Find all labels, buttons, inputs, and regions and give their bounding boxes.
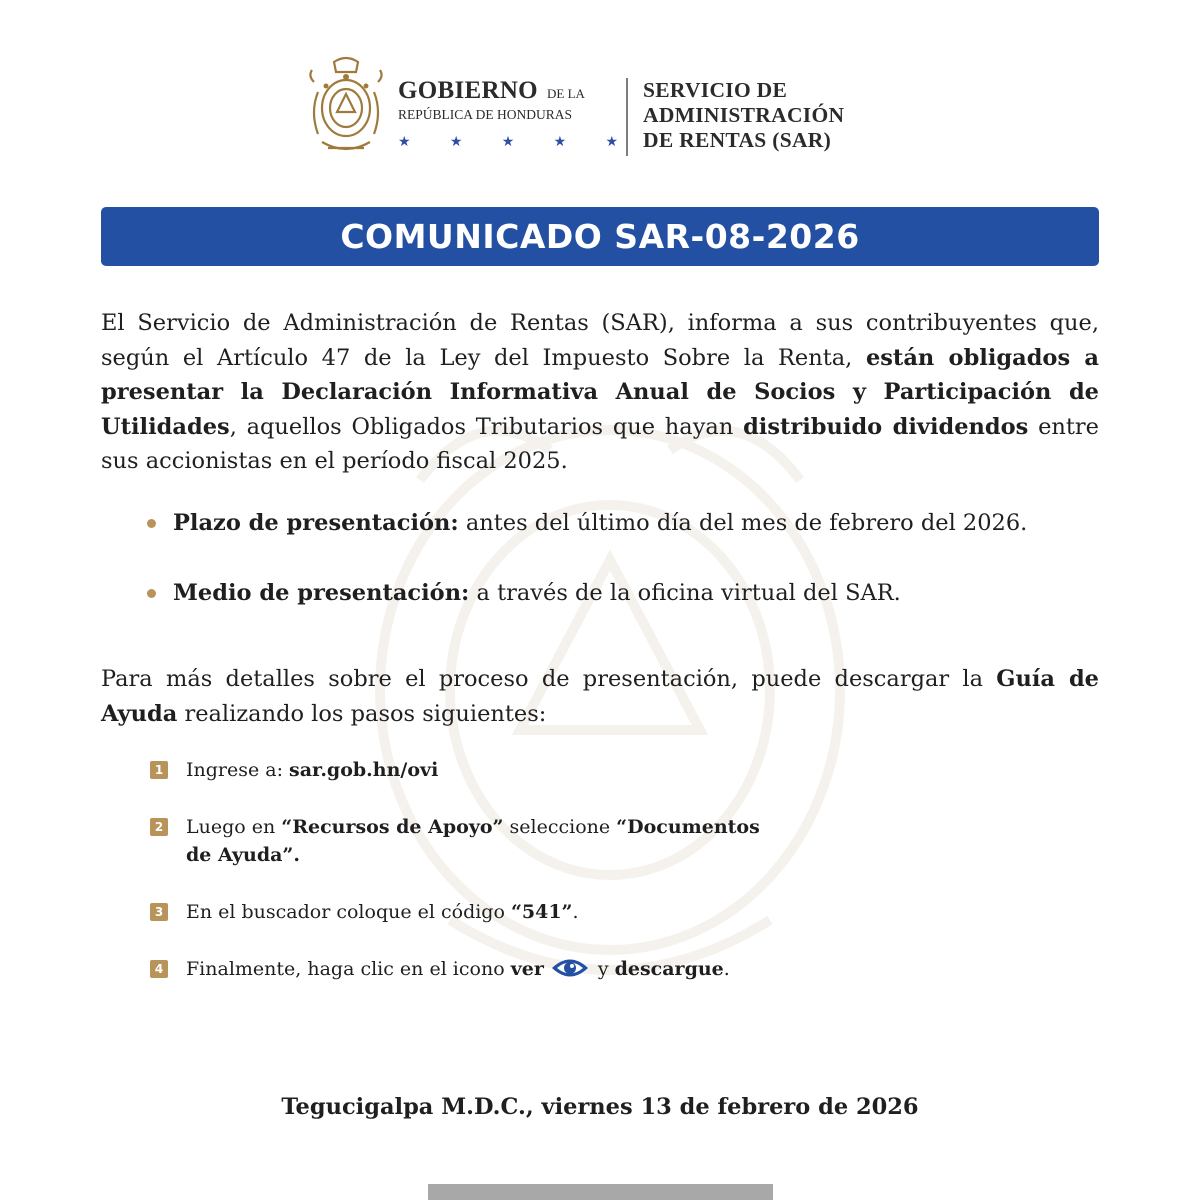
step-text: Finalmente, haga clic en el icono — [186, 958, 511, 980]
gov-dela: DE LA — [547, 86, 585, 101]
bullet-list — [145, 506, 1105, 610]
steps-list — [150, 756, 950, 985]
step-text: seleccione — [503, 816, 617, 838]
star-icon: ★ — [553, 134, 567, 150]
bottom-bar — [428, 1184, 773, 1200]
eye-icon — [550, 955, 590, 981]
sar-name — [643, 78, 943, 153]
step-item — [150, 898, 950, 926]
bullet-item — [145, 506, 1105, 540]
star-icon: ★ — [605, 134, 618, 150]
star-icon: ★ — [449, 134, 463, 150]
step-item — [150, 813, 950, 869]
bullet-label: Plazo de presentación: — [173, 510, 459, 536]
bullet-label: Medio de presentación: — [173, 580, 470, 606]
bullet-dot-icon — [147, 589, 156, 598]
step-text: . — [572, 901, 579, 923]
bullet-dot-icon — [147, 519, 156, 528]
step-number: 1 — [150, 761, 168, 779]
star-icon: ★ — [398, 134, 411, 150]
banner-title: COMUNICADO SAR-08-2026 — [340, 217, 860, 256]
title-banner — [101, 207, 1099, 266]
bullet-text: antes del último día del mes de febrero del 2026. — [458, 510, 1028, 536]
intro-text-2: , aquellos Obligados Tributarios que hayan — [229, 413, 744, 440]
header — [0, 52, 1200, 162]
step-text: . — [723, 958, 730, 980]
step-text: Ingrese a: — [186, 759, 290, 781]
step-bold: ver — [510, 958, 544, 980]
step-bold: “Recursos de Apoyo” — [281, 816, 504, 838]
star-icon: ★ — [501, 134, 515, 150]
sar-line-3: DE RENTAS (SAR) — [643, 128, 832, 152]
header-divider — [626, 78, 628, 156]
step-item — [150, 756, 950, 784]
bullet-item — [145, 576, 1105, 610]
sar-line-2: ADMINISTRACIÓN — [643, 103, 845, 127]
step-text: Luego en — [186, 816, 282, 838]
intro-paragraph — [101, 306, 1099, 479]
step-text: En el buscador coloque el código — [186, 901, 511, 923]
coat-of-arms-icon — [304, 52, 388, 158]
help-text-2: realizando los pasos siguientes: — [177, 700, 547, 727]
step-bold: “541” — [510, 901, 573, 923]
intro-text-3: entre sus accionistas en el período fiscal 2025. — [101, 413, 1099, 474]
government-name — [398, 78, 618, 123]
gov-main-title: GOBIERNO — [398, 77, 538, 104]
sar-line-1: SERVICIO DE — [643, 78, 788, 102]
help-bold-1: Guía de Ayuda — [101, 666, 1099, 727]
step-bold: “Documentos — [616, 816, 760, 838]
step-link[interactable]: sar.gob.hn/ovi — [289, 759, 439, 781]
step-number: 3 — [150, 903, 168, 921]
step-bold: de Ayuda”. — [186, 844, 300, 866]
step-text: y — [597, 958, 615, 980]
step-item — [150, 955, 950, 985]
stars-row — [398, 134, 618, 150]
step-number: 2 — [150, 818, 168, 836]
intro-bold-1: están obligados a presentar la Declaración Informativa Anual de Socios y Participación de Utilidades — [101, 344, 1099, 440]
gov-subtitle: REPÚBLICA DE HONDURAS — [398, 107, 573, 122]
footer-date: Tegucigalpa M.D.C., viernes 13 de febrero de 2026 — [281, 1094, 919, 1120]
bullet-text: a través de la oficina virtual del SAR. — [469, 580, 901, 606]
step-number: 4 — [150, 960, 168, 978]
help-paragraph — [101, 662, 1099, 731]
intro-text-1: El Servicio de Administración de Rentas (SAR), informa a sus contribuyentes que, según el Artículo 47 de la Ley del Impuesto Sobre la Renta, — [101, 310, 1099, 371]
step-bold: descargue — [614, 958, 724, 980]
intro-bold-2: distribuido dividendos — [743, 413, 1029, 440]
help-text-1: Para más detalles sobre el proceso de presentación, puede descargar la — [101, 666, 997, 692]
